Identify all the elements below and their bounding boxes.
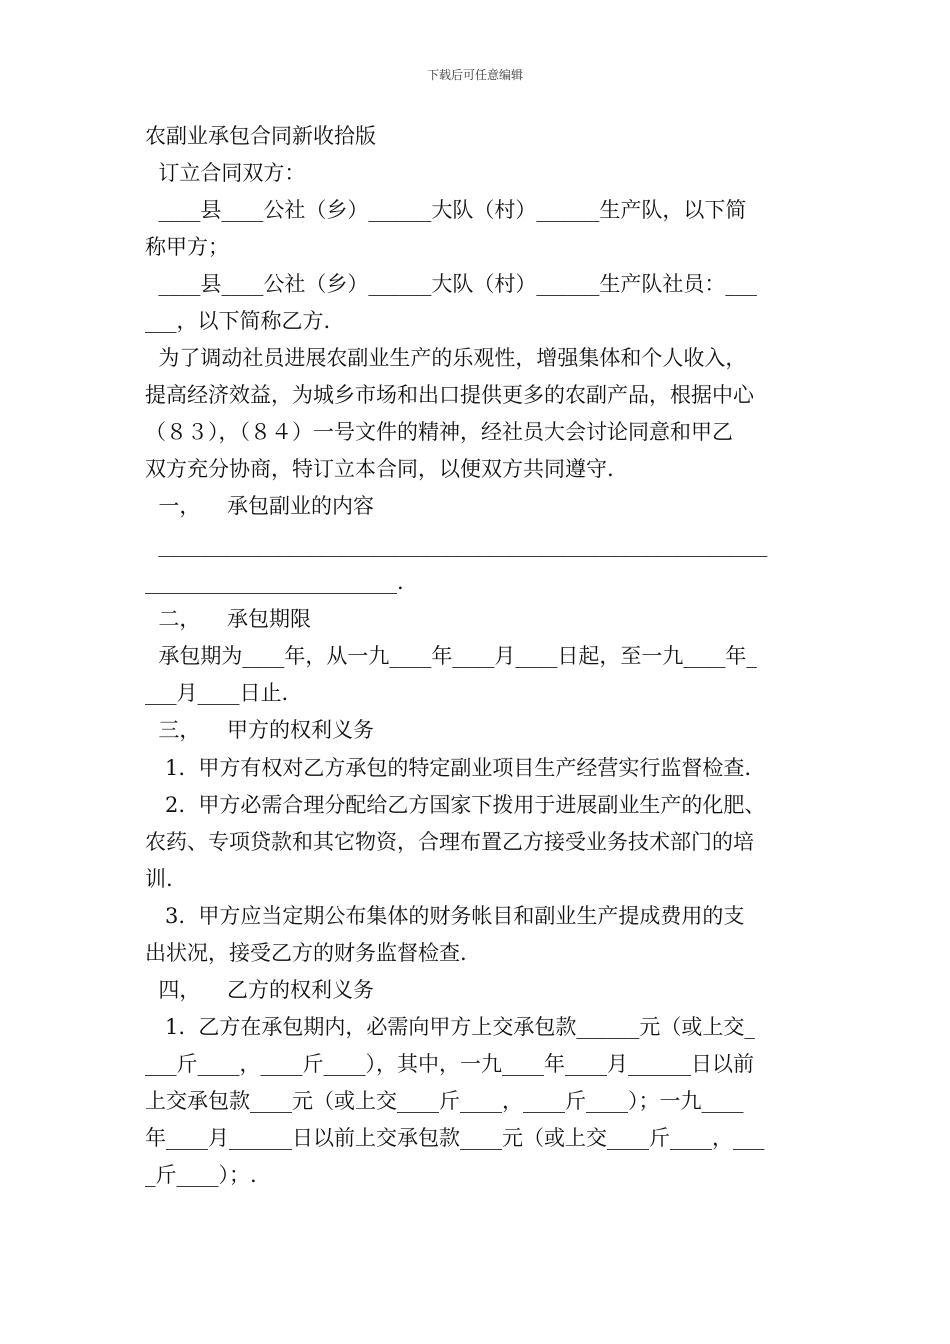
paragraph-line: 训. bbox=[145, 867, 173, 891]
section-heading: 三， 甲方的权利义务 bbox=[145, 718, 375, 742]
paragraph-line: 为了调动社员进展农副业生产的乐观性，增强集体和个人收入， bbox=[145, 346, 747, 370]
paragraph-line: 出状况，接受乙方的财务监督检查. bbox=[145, 941, 467, 965]
paragraph-line: _斤____）；. bbox=[145, 1163, 257, 1187]
paragraph-line: ____县____公社（乡）______大队（村）______生产队，以下简 bbox=[145, 198, 747, 222]
paragraph-line: 年____月______日以前上交承包款____元（或上交____斤____，___ bbox=[145, 1126, 765, 1150]
paragraph-line: ___，以下简称乙方. bbox=[145, 309, 331, 333]
document-title: 农副业承包合同新收拾版 bbox=[145, 124, 376, 148]
section-heading: 四， 乙方的权利义务 bbox=[145, 978, 375, 1002]
paragraph-line: 提高经济效益，为城乡市场和出口提供更多的农副产品，根据中心 bbox=[145, 383, 754, 407]
paragraph-line: ___斤____，____斤____），其中，一九____年____月______日以前 bbox=[145, 1052, 754, 1076]
blank-line: __________________________________________________________ bbox=[145, 533, 768, 557]
paragraph-line: 1. 乙方在承包期内，必需向甲方上交承包款______元（或上交_ bbox=[145, 1015, 755, 1039]
paragraph-line: ____县____公社（乡）______大队（村）______生产队社员：___ bbox=[145, 272, 757, 296]
section-heading: 二， 承包期限 bbox=[145, 607, 312, 631]
blank-line: ________________________. bbox=[145, 570, 404, 594]
paragraph-line: 双方充分协商，特订立本合同，以便双方共同遵守. bbox=[145, 457, 614, 481]
paragraph-line: 3. 甲方应当定期公布集体的财务帐目和副业生产提成费用的支 bbox=[145, 904, 745, 928]
paragraph-line: 2. 甲方必需合理分配给乙方国家下拨用于进展副业生产的化肥、 bbox=[145, 793, 766, 817]
paragraph-line: 农药、专项贷款和其它物资，合理布置乙方接受业务技术部门的培 bbox=[145, 830, 754, 854]
page-header: 下载后可任意编辑 bbox=[426, 68, 523, 82]
paragraph-line: 上交承包款____元（或上交____斤____，____斤____）；一九____ bbox=[145, 1089, 744, 1113]
paragraph-line: 称甲方； bbox=[145, 235, 229, 259]
section-heading: 一， 承包副业的内容 bbox=[145, 494, 375, 518]
paragraph-line: （８３），（８４）一号文件的精神，经社员大会讨论同意和甲乙 bbox=[145, 420, 733, 444]
paragraph-line: ___月____日止. bbox=[145, 681, 289, 705]
paragraph-line: 1. 甲方有权对乙方承包的特定副业项目生产经营实行监督检查. bbox=[145, 756, 752, 780]
paragraph-line: 承包期为____年，从一九____年____月____日起，至一九____年_ bbox=[145, 644, 757, 668]
paragraph-line: 订立合同双方： bbox=[145, 161, 306, 185]
